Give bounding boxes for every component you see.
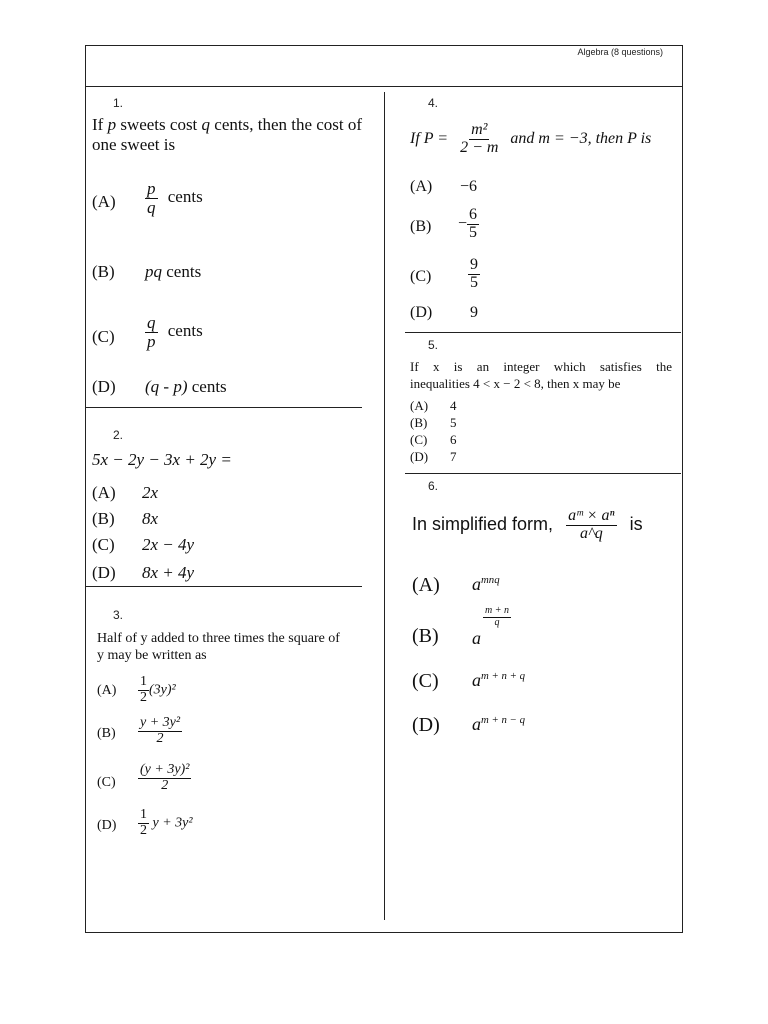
option-b-label: (B) <box>410 218 432 235</box>
question-stem: Half of y added to three times the square of y may be written as <box>97 631 340 663</box>
option-d: 9 <box>470 304 478 321</box>
option-d: (q - p) cents <box>145 377 227 396</box>
option-c-label: (C) <box>412 670 439 692</box>
option-a: $a^{mnq}$ <box>472 574 500 594</box>
option-d: $a^{m + n - q}$ <box>472 714 525 734</box>
question-stem: If p sweets cost q cents, then the cost of one sweet is <box>92 115 363 154</box>
option-a-label: (A) <box>412 574 440 596</box>
option-c-label: (C) <box>410 268 432 285</box>
option-b: $\frac{\text{y + 3y²}}{2}$ <box>140 715 181 746</box>
option-c: 2x − 4y <box>142 535 195 554</box>
option-b: a $\frac{m + n}{q}$ <box>472 605 509 648</box>
option-d-label: (D) <box>410 449 429 464</box>
option-c-label: (C) <box>92 327 115 346</box>
option-c-label: (C) <box>410 432 428 447</box>
header-divider <box>86 86 682 87</box>
question-number: 4. <box>428 96 439 110</box>
question-number: 1. <box>113 96 124 110</box>
page-header-title: Algebra (8 questions) <box>577 47 663 57</box>
option-d-label: (D) <box>410 304 433 321</box>
question-number: 2. <box>113 428 124 442</box>
option-d-label: (D) <box>92 377 116 396</box>
option-c: 6 <box>450 432 457 447</box>
question-stem: If x is an integer which satisfies the inequalities 4 < x − 2 < 8, then x may be <box>410 359 672 391</box>
question-number: 5. <box>428 338 439 352</box>
question-number: 6. <box>428 479 439 493</box>
question-divider <box>405 473 681 474</box>
option-a-label: (A) <box>97 683 117 698</box>
option-a: $\frac{p}{q}$ cents <box>147 179 203 217</box>
option-d: 8x + 4y <box>142 563 195 582</box>
option-d-label: (D) <box>412 714 440 736</box>
question-divider <box>86 586 362 587</box>
option-b: − $\frac{6}{5}$ <box>458 206 478 241</box>
option-d-label: (D) <box>97 818 117 833</box>
question-number: 3. <box>113 608 124 622</box>
option-a-label: (A) <box>410 398 429 413</box>
option-a: 2x <box>142 483 159 502</box>
option-d-label: (D) <box>92 563 116 582</box>
question-stem: In simplified form, $\frac{\text{aᵐ × aⁿ}}{a\^{}q}$ is <box>412 507 643 542</box>
option-a-label: (A) <box>92 192 116 211</box>
option-c-label: (C) <box>97 775 116 790</box>
option-c-label: (C) <box>92 535 115 554</box>
question-stem: 5x − 2y − 3x + 2y = <box>92 450 232 469</box>
question-divider <box>86 407 362 408</box>
option-b-label: (B) <box>410 415 428 430</box>
option-b: 8x <box>142 509 159 528</box>
option-d: $\frac{1}{2}$ y + 3y² <box>140 807 193 838</box>
option-a-label: (A) <box>410 178 433 195</box>
option-c: $a^{m + n + q}$ <box>472 670 525 690</box>
option-b: 5 <box>450 415 457 430</box>
option-a-label: (A) <box>92 483 116 502</box>
option-b-label: (B) <box>92 509 115 528</box>
option-c: $\frac{9}{5}$ <box>470 256 478 291</box>
option-a: 4 <box>450 398 457 413</box>
question-stem: If P = $\frac{\text{m²}}{2 - m}$ and m = −3, then P is <box>410 121 652 156</box>
column-divider <box>384 92 385 920</box>
option-d: 7 <box>450 449 457 464</box>
option-b-label: (B) <box>92 262 115 281</box>
option-c: $\frac{\text{(y + 3y)²}}{2}$ <box>140 762 190 793</box>
option-b-label: (B) <box>97 726 116 741</box>
option-c: $\frac{q}{p}$ cents <box>147 313 203 351</box>
option-a: $\frac{1}{2}$ (3y)² <box>140 674 176 705</box>
option-b: pq cents <box>145 262 202 281</box>
option-a: −6 <box>460 178 478 195</box>
option-b-label: (B) <box>412 625 439 647</box>
question-divider <box>405 332 681 333</box>
